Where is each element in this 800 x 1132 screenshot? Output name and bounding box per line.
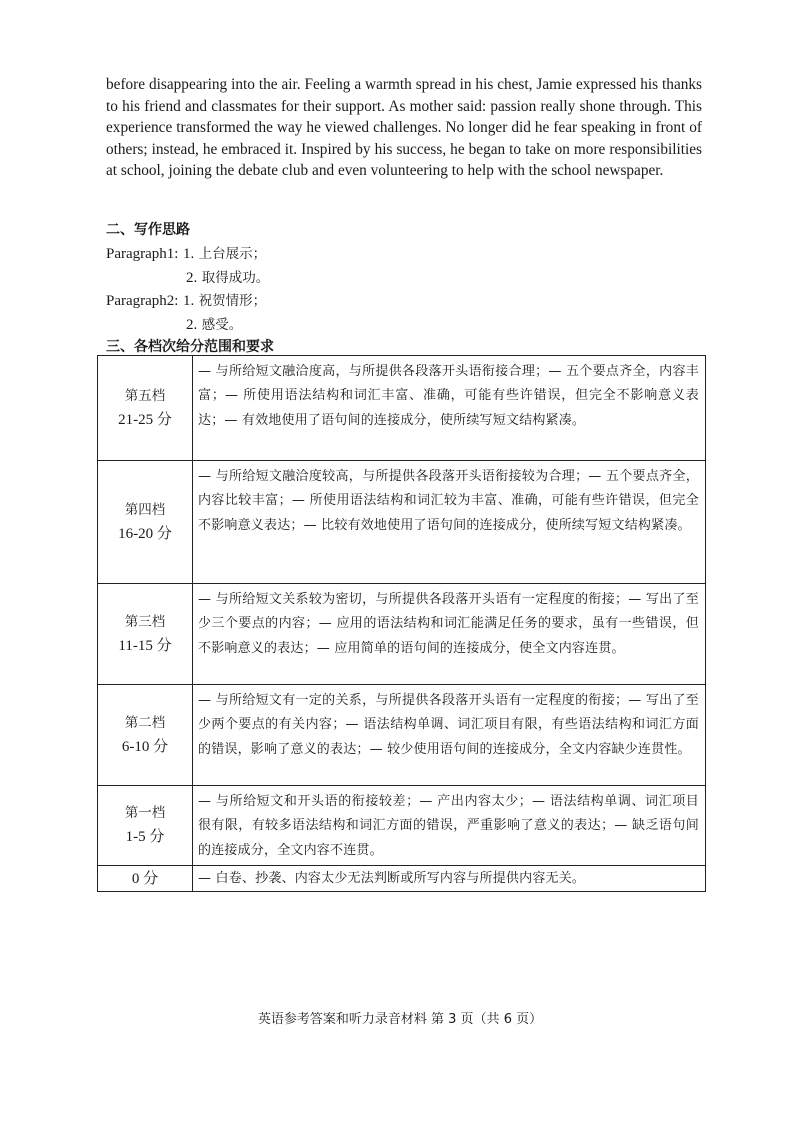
rubric-row-band5 [98, 356, 706, 461]
rubric-row-band4 [98, 461, 706, 584]
section-heading-scoring: 三、各档次给分范围和要求 [106, 339, 274, 355]
rubric-row-band2 [98, 685, 706, 786]
rubric-row-band0 [98, 865, 706, 891]
rubric-description-cell: — 与所给短文和开头语的衔接较差；— 产出内容太少；— 语法结构单调、词汇项目很有限，有较多语法结构和词汇方面的错误，严重影响了意义的表达；— 缺乏语句间的连接成分，全文内容不连贯。 [193, 786, 706, 866]
paragraph2-label: Paragraph2: [106, 293, 179, 309]
rubric-description-cell: — 与所给短文融洽度高，与所提供各段落开头语衔接合理；— 五个要点齐全，内容丰富；— 所使用语法结构和词汇丰富、准确，可能有些许错误，但完全不影响意义表达；— 有效地使用了语句间的连接成分，使所续写短文结构紧凑。 [193, 356, 706, 461]
outline-paragraph1-item2: 2. 取得成功。 [186, 270, 270, 286]
scoring-rubric-table [97, 355, 706, 892]
rubric-grade-cell: 第五档 21-25 分 [98, 356, 193, 461]
rubric-description-cell: — 与所给短文融洽度较高，与所提供各段落开头语衔接较为合理；— 五个要点齐全，内容比较丰富；— 所使用语法结构和词汇较为丰富、准确，可能有些许错误，但完全不影响意义表达；— 比较有效地使用了语句间的连接成分，使所续写短文结构紧凑。 [193, 461, 706, 584]
rubric-grade-cell: 第一档 1-5 分 [98, 786, 193, 866]
essay-continuation-paragraph: before disappearing into the air. Feeling a warmth spread in his chest, Jamie expressed his thanks to his friend and classmates for their support. As mother said: passion really shone through. This experience transformed the way he viewed challenges. No longer did he fear speaking in front of others; instead, he embraced it. Inspired by his success, he began to take on more responsibilities at school, joining the debate club and even volunteering to help with the school newspaper. [106, 76, 702, 180]
section-heading-writing-outline: 二、写作思路 [106, 222, 190, 238]
rubric-description-cell: — 与所给短文有一定的关系，与所提供各段落开头语有一定程度的衔接；— 写出了至少两个要点的有关内容；— 语法结构单调、词汇项目有限，有些语法结构和词汇方面的错误，影响了意义的表达；— 较少使用语句间的连接成分，全文内容缺少连贯性。 [193, 685, 706, 786]
outline-paragraph1-item1: Paragraph1: 1. 上台展示； [106, 246, 267, 262]
page-footer: 英语参考答案和听力录音材料 第 3 页（共 6 页） [257, 1012, 543, 1027]
rubric-grade-cell: 第三档 11-15 分 [98, 584, 193, 685]
rubric-grade-cell: 第二档 6-10 分 [98, 685, 193, 786]
rubric-grade-cell: 0 分 [98, 865, 193, 891]
outline-paragraph2-item2: 2. 感受。 [186, 317, 243, 333]
rubric-description-cell: — 与所给短文关系较为密切，与所提供各段落开头语有一定程度的衔接；— 写出了至少三个要点的内容；— 应用的语法结构和词汇能满足任务的要求，虽有一些错误，但不影响意义的表达；— 应用简单的语句间的连接成分，使全文内容连贯。 [193, 584, 706, 685]
rubric-row-band3 [98, 584, 706, 685]
rubric-row-band1 [98, 786, 706, 866]
outline-paragraph2-item1: Paragraph2: 1. 祝贺情形； [106, 293, 267, 309]
rubric-description-cell: — 白卷、抄袭、内容太少无法判断或所写内容与所提供内容无关。 [193, 865, 706, 891]
paragraph1-label: Paragraph1: [106, 246, 179, 262]
rubric-grade-cell: 第四档 16-20 分 [98, 461, 193, 584]
